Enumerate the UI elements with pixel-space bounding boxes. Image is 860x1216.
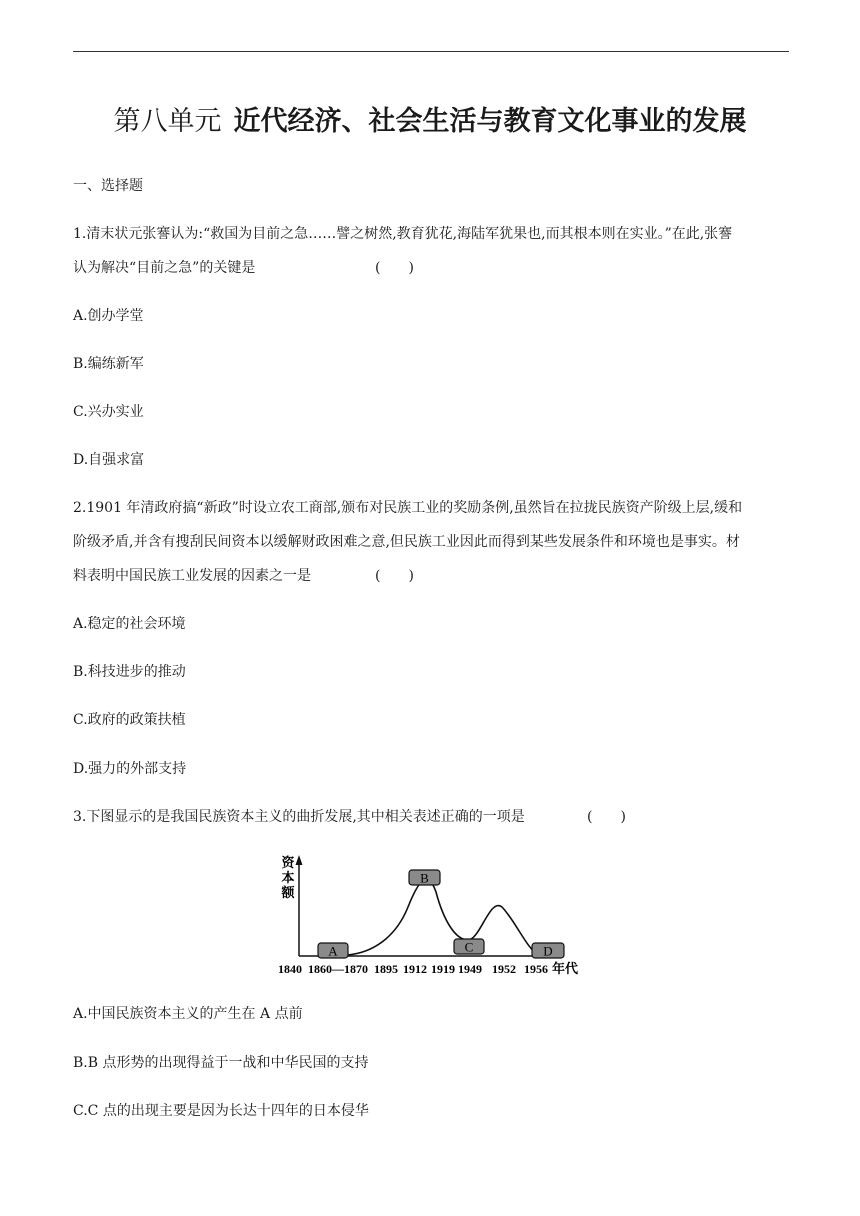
q1-answer-blank: ( ) (375, 260, 414, 276)
y-axis-label-3: 额 (281, 885, 295, 900)
point-d (532, 943, 564, 959)
q3-answer-blank: ( ) (587, 809, 626, 825)
unit-title: 近代经济、社会生活与教育文化事业的发展 (233, 106, 747, 137)
q2-option-a: A.稳定的社会环境 (73, 616, 186, 632)
q1-option-c: C.兴办实业 (73, 404, 144, 420)
x-tick-1956: 1956 (524, 962, 548, 976)
x-tick-1860-1870: 1860—1870 (308, 962, 368, 976)
point-c (454, 939, 484, 955)
q2-option-c: C.政府的政策扶植 (73, 712, 186, 728)
q1-option-b: B.编练新军 (73, 356, 144, 372)
q1-stem-line1: 1.清末状元张謇认为:“救国为目前之急……譬之树然,教育犹花,海陆军犹果也,而其根本则在实业。”在此,张謇 (73, 226, 733, 242)
q2-option-d: D.强力的外部支持 (73, 761, 187, 777)
header-rule (73, 51, 789, 52)
q1-stem-line2: 认为解决“目前之急”的关键是 (73, 260, 256, 276)
q3-stem: 3.下图显示的是我国民族资本主义的曲折发展,其中相关表述正确的一项是 (73, 809, 525, 825)
q3-option-a: A.中国民族资本主义的产生在 A 点前 (73, 1006, 303, 1022)
point-b-label: B (420, 870, 429, 886)
q1-option-d: D.自强求富 (73, 452, 145, 468)
section-heading: 一、选择题 (73, 178, 143, 194)
point-a-label: A (328, 943, 338, 959)
x-tick-1919: 1919 (431, 962, 455, 976)
point-c-label: C (464, 939, 474, 955)
q2-stem-line1: 2.1901 年清政府搞“新政”时设立农工商部,颁布对民族工业的奖励条例,虽然旨在拉拢民族资产阶级上层,缓和 (73, 500, 743, 516)
capital-curve (348, 879, 538, 955)
y-axis-label-1: 资 (281, 855, 295, 870)
page-title (0, 104, 860, 140)
point-a (318, 943, 348, 959)
q2-stem-line3: 料表明中国民族工业发展的因素之一是 (73, 568, 311, 584)
x-tick-1952: 1952 (492, 962, 516, 976)
unit-label: 第八单元 (113, 106, 222, 137)
q2-stem-line2: 阶级矛盾,并含有搜刮民间资本以缓解财政困难之意,但民族工业因此而得到某些发展条件和环境也是事实。材 (73, 534, 740, 550)
x-tick-1895: 1895 (374, 962, 398, 976)
x-axis-label: 年代 (552, 961, 579, 976)
q1-option-a: A.创办学堂 (73, 308, 144, 324)
point-d-label: D (543, 943, 553, 959)
q2-option-b: B.科技进步的推动 (73, 664, 186, 680)
q2-answer-blank: ( ) (375, 568, 414, 584)
q3-option-c: C.C 点的出现主要是因为长达十四年的日本侵华 (73, 1103, 369, 1119)
x-tick-1949: 1949 (458, 962, 482, 976)
y-axis-arrow (296, 855, 303, 865)
y-axis-label-2: 本 (281, 870, 295, 885)
capital-chart (268, 852, 588, 982)
x-tick-1840: 1840 (278, 962, 302, 976)
x-tick-1912: 1912 (403, 962, 427, 976)
point-b (409, 870, 440, 886)
q3-option-b: B.B 点形势的出现得益于一战和中华民国的支持 (73, 1055, 369, 1071)
